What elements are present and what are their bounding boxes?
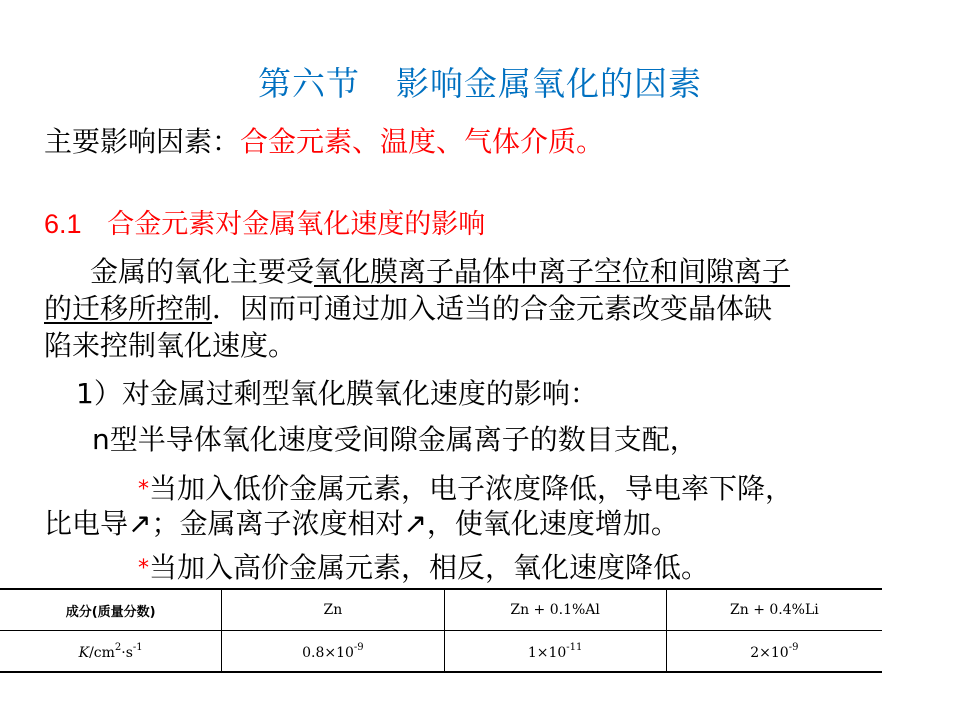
bullet2-text: 当加入高价金属元素，相反，氧化速度降低。 — [149, 551, 710, 584]
value-base: 2×10 — [750, 644, 789, 661]
section-number: 6.1 — [44, 209, 82, 239]
table-row-label — [0, 631, 222, 673]
para1-line2-plain: ．因而可通过加入适当的合金元素改变晶体缺 — [212, 292, 773, 325]
table-cell — [666, 631, 882, 673]
bullet1-line1 — [138, 467, 793, 507]
para1-line3: 陷来控制氧化速度。 — [44, 329, 297, 362]
intro-factors: 合金元素、温度、气体介质。 — [240, 125, 605, 158]
table-header-row — [0, 589, 882, 631]
table-header-cell: Zn + 0.1%Al — [444, 589, 666, 631]
rate-constant-symbol: K — [78, 644, 90, 661]
table-cell — [222, 631, 444, 673]
table-cell — [444, 631, 666, 673]
value-base: 1×10 — [527, 644, 567, 661]
para1-line2 — [44, 287, 772, 327]
table-header-cell: 成分(质量分数) — [0, 589, 222, 631]
para1-line1 — [90, 250, 790, 290]
intro-line — [44, 120, 604, 160]
bullet1-line2: 比电导↗；金属离子浓度相对↗，使氧化速度增加。 — [44, 507, 679, 540]
table-header-cell: Zn — [222, 589, 444, 631]
oxidation-rate-table — [0, 588, 882, 673]
unit-text: ·s — [121, 644, 133, 661]
para1-line1-plain: 金属的氧化主要受 — [90, 255, 315, 288]
item1-heading: 1）对金属过剩型氧化膜氧化速度的影响： — [76, 377, 598, 410]
bullet2-line — [138, 546, 709, 586]
title-section-number: 第六节 — [258, 64, 360, 103]
section-title: 合金元素对金属氧化速度的影响 — [107, 209, 486, 240]
table-row — [0, 631, 882, 673]
slide-title — [0, 58, 960, 105]
intro-label: 主要影响因素： — [44, 125, 241, 158]
section-heading — [44, 202, 485, 241]
bullet1-text: 当加入低价金属元素，电子浓度降低，导电率下降， — [149, 472, 794, 505]
unit-text: /cm — [89, 644, 115, 661]
value-exponent: -9 — [788, 641, 799, 653]
n-type-line: n型半导体氧化速度受间隙金属离子的数目支配， — [92, 423, 698, 456]
unit-exponent: -1 — [132, 641, 143, 653]
value-base: 0.8×10 — [302, 644, 354, 661]
para1-line2-underlined: 的迁移所控制 — [44, 292, 213, 325]
bullet-star: * — [138, 477, 149, 502]
value-exponent: -11 — [566, 641, 583, 653]
unit-exponent: 2 — [114, 641, 122, 653]
bullet-star: * — [138, 556, 149, 581]
para1-line1-underlined: 氧化膜离子晶体中离子空位和间隙离子 — [314, 255, 791, 288]
table-header-cell: Zn + 0.4%Li — [666, 589, 882, 631]
value-exponent: -9 — [353, 641, 364, 653]
title-topic: 影响金属氧化的因素 — [396, 64, 702, 103]
